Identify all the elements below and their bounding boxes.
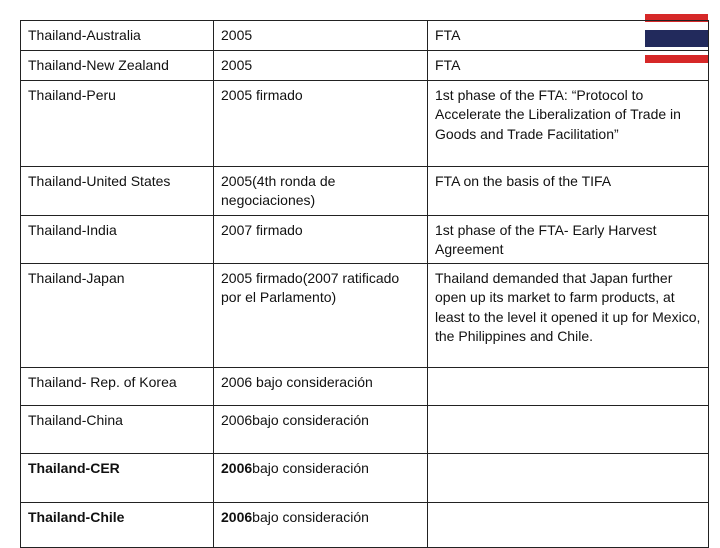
status-cell: 2005 — [214, 51, 428, 81]
status-cell: 2005(4th ronda de negociaciones) — [214, 167, 428, 216]
country-cell: Thailand-CER — [21, 454, 214, 503]
status-cell: 2005 firmado(2007 ratificado por el Parlamento) — [214, 264, 428, 368]
detail-cell: FTA — [428, 21, 709, 51]
table-row — [21, 406, 709, 454]
country-cell: Thailand-United States — [21, 167, 214, 216]
country-cell: Thailand-India — [21, 215, 214, 264]
table-row — [21, 215, 709, 264]
detail-cell: Thailand demanded that Japan further open up its market to farm products, at least to the level it opened it up for Mexico, the Philippines and Chile. — [428, 264, 709, 368]
table-row — [21, 167, 709, 216]
table-row — [21, 21, 709, 51]
detail-cell: 1st phase of the FTA- Early Harvest Agreement — [428, 215, 709, 264]
detail-cell — [428, 368, 709, 406]
country-cell: Thailand- Rep. of Korea — [21, 368, 214, 406]
table-row — [21, 454, 709, 503]
table-row — [21, 51, 709, 81]
table-row — [21, 368, 709, 406]
table-row — [21, 81, 709, 167]
status-cell: 2005 firmado — [214, 81, 428, 167]
country-cell: Thailand-New Zealand — [21, 51, 214, 81]
detail-cell: FTA on the basis of the TIFA — [428, 167, 709, 216]
table-row — [21, 503, 709, 548]
detail-cell — [428, 406, 709, 454]
status-cell: 2005 — [214, 21, 428, 51]
country-cell: Thailand-Japan — [21, 264, 214, 368]
status-year: 2006 — [221, 509, 253, 526]
country-cell: Thailand-Australia — [21, 21, 214, 51]
country-cell: Thailand-Peru — [21, 81, 214, 167]
status-year: 2006 — [221, 460, 253, 477]
status-text: bajo consideración — [252, 509, 369, 526]
table-row — [21, 264, 709, 368]
status-cell — [214, 503, 428, 548]
detail-cell: 1st phase of the FTA: “Protocol to Accelerate the Liberalization of Trade in Goods and Trade Facilitation” — [428, 81, 709, 167]
detail-cell — [428, 454, 709, 503]
status-cell: 2007 firmado — [214, 215, 428, 264]
status-cell — [214, 454, 428, 503]
detail-cell — [428, 503, 709, 548]
status-cell: 2006bajo consideración — [214, 406, 428, 454]
status-text: bajo consideración — [252, 460, 369, 477]
country-cell: Thailand-Chile — [21, 503, 214, 548]
fta-table — [20, 20, 709, 548]
country-cell: Thailand-China — [21, 406, 214, 454]
detail-cell: FTA — [428, 51, 709, 81]
status-cell: 2006 bajo consideración — [214, 368, 428, 406]
